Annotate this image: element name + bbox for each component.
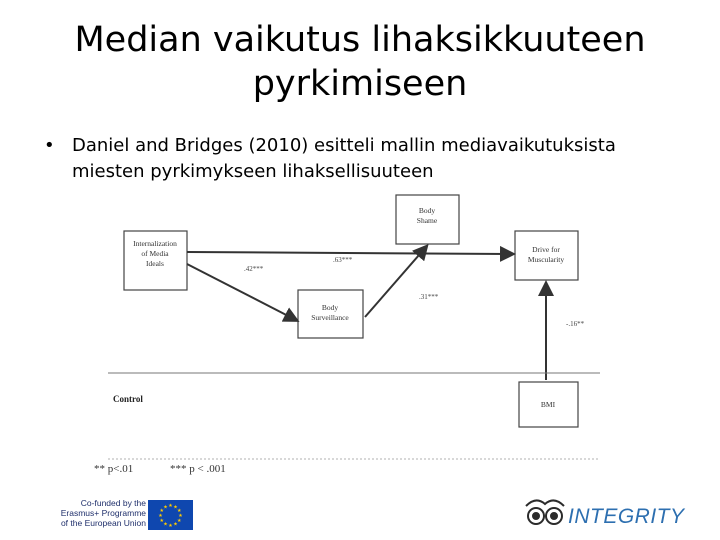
node-bmi-label: BMI [540,400,556,409]
node-bmi [519,382,578,427]
node-surveillance-label-2: Surveillance [311,313,349,322]
node-body-shame-label-2: Shame [416,216,438,225]
coef-shame-to-drive: .63*** [333,256,353,264]
node-body-shame [396,195,459,244]
title-line-2: pyrkimiseen [252,64,468,104]
eu-line-3: of the European Union [60,518,146,528]
title-line-1: Median vaikutus lihaksikkuuteen [74,20,646,60]
control-label: Control [113,394,143,404]
svg-text:★: ★ [168,503,173,509]
svg-text:★: ★ [159,508,165,514]
svg-text:★: ★ [176,508,182,514]
node-internalization-label-2: of Media [141,249,169,258]
bullet-line-2: miesten pyrkimykseen lihaksellisuuteen [72,161,434,182]
coef-bmi-to-drive: -.16** [566,320,585,328]
eu-funding-text [46,498,146,528]
integrity-logo-text: INTEGRITY [568,505,685,528]
svg-text:★: ★ [159,518,165,524]
node-drive-label-1: Drive for [532,245,560,254]
node-internalization-label-1: Internalization [133,239,177,248]
svg-text:★: ★ [178,513,183,519]
eu-flag-icon [148,500,193,530]
node-internalization-label-3: Ideals [146,259,164,268]
bullet-line-1: Daniel and Bridges (2010) esitteli mallin mediavaikutuksista [72,135,616,156]
eu-line-2: Erasmus+ Programme [60,508,146,518]
significance-note-1: ** p<.01 [94,463,134,475]
arrow-internalization-to-drive [187,252,512,254]
coef-surveillance-to-shame: .31*** [419,293,439,301]
svg-text:★: ★ [168,523,173,529]
node-drive-label-2: Muscularity [527,255,565,264]
coef-int-to-surveillance: .42*** [244,265,264,273]
svg-text:★: ★ [163,504,168,511]
svg-text:★: ★ [173,521,178,528]
svg-text:★: ★ [158,513,163,519]
eu-line-1: Co-funded by the [80,498,146,508]
node-body-surveillance [298,290,363,338]
svg-text:★: ★ [173,504,178,511]
bullet-marker: • [44,135,55,156]
node-surveillance-label-1: Body [321,303,339,312]
node-drive-for-muscularity [515,231,578,280]
svg-text:★: ★ [163,521,168,528]
svg-text:★: ★ [176,518,182,524]
eu-stars-icon [148,500,193,530]
node-body-shame-label-1: Body [418,206,436,215]
significance-note-2: *** p < .001 [170,463,226,475]
arrow-surveillance-to-shame [365,247,426,317]
node-internalization [124,231,187,290]
arrow-internalization-to-surveillance [187,264,296,320]
